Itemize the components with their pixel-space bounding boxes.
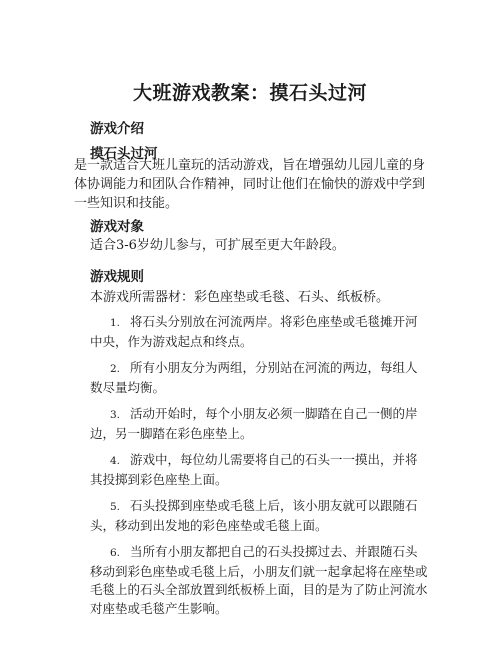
rule-text: 所有小朋友分为两组，分别站在河流的两边，每组人数尽量均衡。	[90, 360, 418, 395]
document-title: 大班游戏教案：摸石头过河	[132, 82, 367, 104]
rule-text: 游戏中，每位幼儿需要将自己的石头一一摸出，并将其投掷到彩色座垫上面。	[90, 452, 418, 487]
rule-number: 1.	[110, 317, 121, 329]
rule-text: 将石头分别放在河流两岸。将彩色座垫或毛毯摊开河中央，作为游戏起点和终点。	[90, 314, 418, 349]
audience-heading: 游戏对象	[90, 219, 144, 235]
rule-item	[90, 313, 430, 351]
rule-item	[90, 405, 430, 443]
rule-text: 活动开始时，每个小朋友必须一脚踏在自己一侧的岸边，另一脚踏在彩色座垫上。	[90, 406, 418, 441]
audience-paragraph: 适合3-6岁幼儿参与，可扩展至更大年龄段。	[90, 238, 345, 253]
rule-item	[90, 359, 430, 397]
rule-item	[90, 451, 430, 489]
intro-heading: 游戏介绍	[90, 121, 144, 137]
rule-item	[90, 543, 430, 618]
rule-number: 5.	[110, 501, 121, 513]
rule-item	[90, 497, 430, 535]
rules-heading: 游戏规则	[90, 269, 144, 285]
rule-number: 4.	[110, 455, 121, 467]
rule-number: 2.	[110, 363, 121, 375]
rules-list	[90, 313, 430, 626]
rules-intro: 本游戏所需器材：彩色座垫或毛毯、石头、纸板桥。	[90, 290, 390, 305]
intro-subheading: 摸石头过河	[90, 146, 158, 162]
rule-text: 当所有小朋友都把自己的石头投掷过去、并跟随石头移动到彩色座垫或毛毯上后，小朋友们就一起拿起将在座垫或毛毯上的石头全部放置到纸板桥上面，目的是为了防止河流水对座垫或毛毯产生影响。	[90, 544, 428, 616]
rule-number: 3.	[110, 409, 121, 421]
intro-paragraph: 是一款适合大班儿童玩的活动游戏，旨在增强幼儿园儿童的身体协调能力和团队合作精神，同时让他们在愉快的游戏中学到一些知识和技能。	[74, 158, 426, 211]
rule-number: 6.	[110, 547, 121, 559]
rule-text: 石头投掷到座垫或毛毯上后，该小朋友就可以跟随石头，移动到出发地的彩色座垫或毛毯上面。	[90, 498, 418, 533]
